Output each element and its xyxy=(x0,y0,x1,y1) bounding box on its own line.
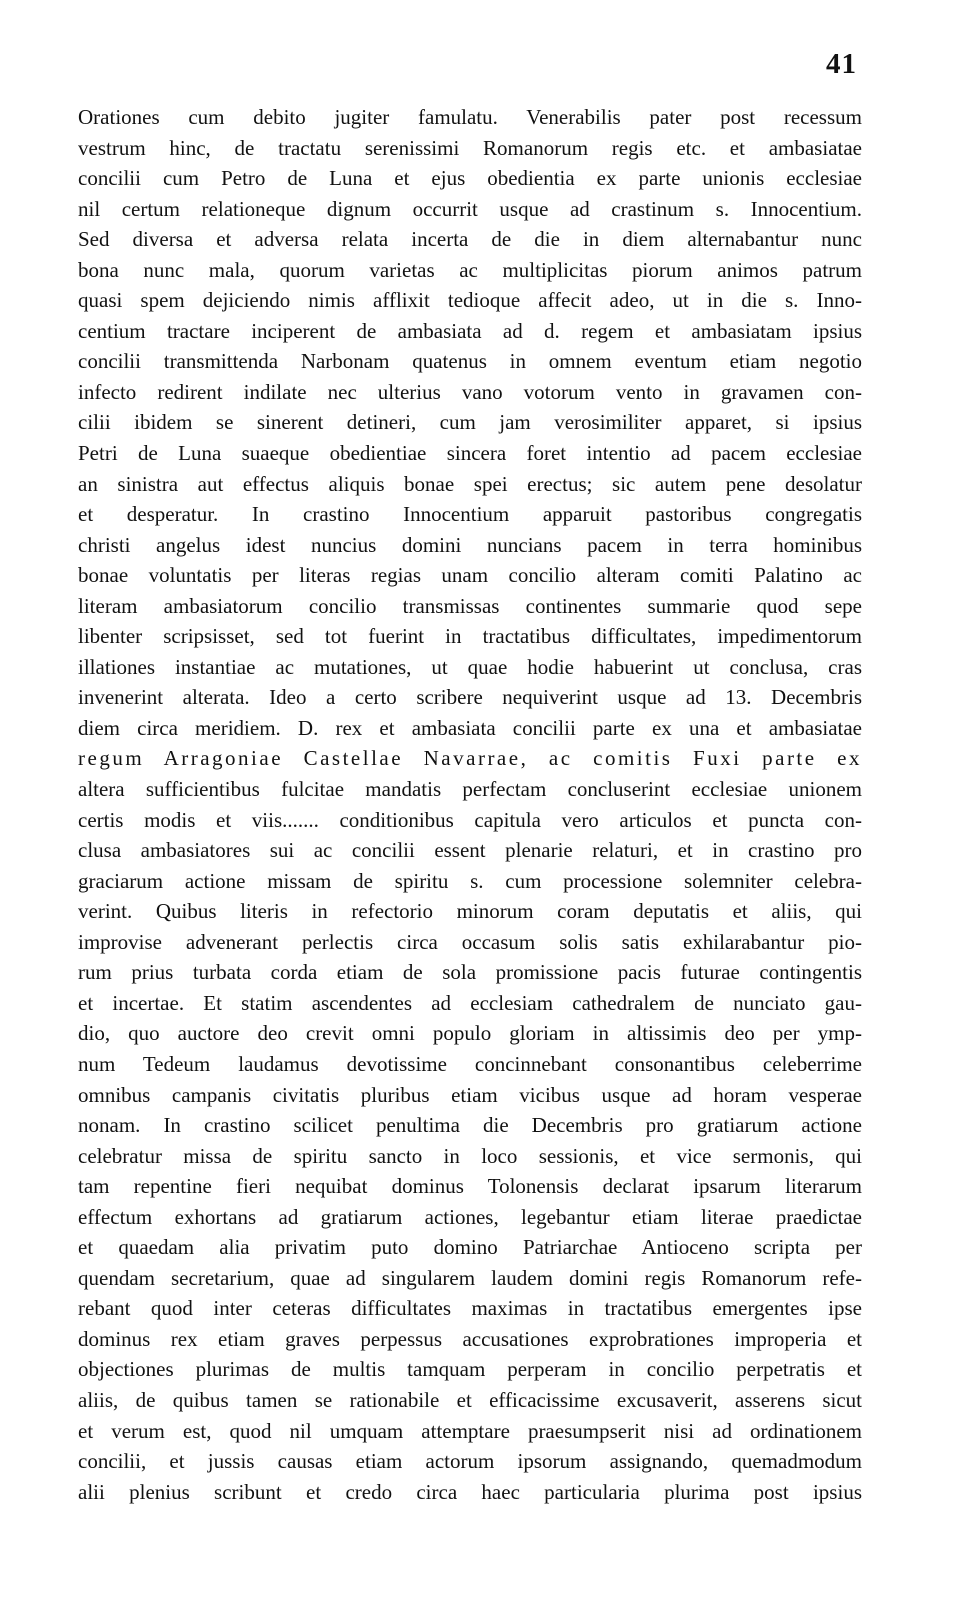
text-line: num Tedeum laudamus devotissime concinnebant consonantibus celeberrime xyxy=(78,1051,862,1076)
text-line: concilii transmittenda Narbonam quatenus in omnem eventum etiam negotio xyxy=(78,349,862,374)
text-line: centium tractare inciperent de ambasiata ad d. regem et ambasiatam ipsius xyxy=(78,318,862,343)
text-line: libenter scripsisset, sed tot fuerint in tractatibus difficultates, impedimentorum xyxy=(78,624,862,649)
text-line: invenerint alterata. Ideo a certo scribere nequiverint usque ad 13. Decembris xyxy=(78,685,862,710)
text-line: concilii cum Petro de Luna et ejus obedientia ex parte unionis ecclesiae xyxy=(78,166,862,191)
text-line: bona nunc mala, quorum varietas ac multiplicitas piorum animos patrum xyxy=(78,257,862,282)
text-line: certis modis et viis....... conditionibus capitula vero articulos et puncta con- xyxy=(78,807,862,832)
text-line: dio, quo auctore deo crevit omni populo gloriam in altissimis deo per ymp- xyxy=(78,1021,862,1046)
text-line: et desperatur. In crastino Innocentium apparuit pastoribus congregatis xyxy=(78,502,862,527)
text-line: vestrum hinc, de tractatu serenissimi Romanorum regis etc. et ambasiatae xyxy=(78,135,862,160)
text-line: celebratur missa de spiritu sancto in loco sessionis, et vice sermonis, qui xyxy=(78,1143,862,1168)
text-line: clusa ambasiatores sui ac concilii essent plenarie relaturi, et in crastino pro xyxy=(78,838,862,863)
text-line: christi angelus idest nuncius domini nuncians pacem in terra hominibus xyxy=(78,532,862,557)
text-line: alii plenius scribunt et credo circa haec particularia plurima post ipsius xyxy=(78,1479,862,1504)
text-line: tam repentine fieri nequibat dominus Tolonensis declarat ipsarum literarum xyxy=(78,1174,862,1199)
text-line: altera sufficientibus fulcitae mandatis perfectam concluserint ecclesiae unionem xyxy=(78,777,862,802)
text-line: rum prius turbata corda etiam de sola promissione pacis futurae contingentis xyxy=(78,960,862,985)
text-line: Orationes cum debito jugiter famulatu. Venerabilis pater post recessum xyxy=(78,105,862,129)
text-line: literam ambasiatorum concilio transmissas continentes summarie quod sepe xyxy=(78,593,862,618)
text-line: et verum est, quod nil umquam attemptare praesumpserit nisi ad ordinationem xyxy=(78,1418,862,1443)
text-line: cilii ibidem se sinerent detineri, cum jam verosimiliter apparet, si ipsius xyxy=(78,410,862,435)
body-text xyxy=(78,102,862,1507)
text-line: quendam secretarium, quae ad singularem laudem domini regis Romanorum refe- xyxy=(78,1265,862,1290)
text-line: graciarum actione missam de spiritu s. cum processione solemniter celebra- xyxy=(78,868,862,893)
text-line: objectiones plurimas de multis tamquam perperam in concilio perpetratis et xyxy=(78,1357,862,1382)
text-line: et quaedam alia privatim puto domino Patriarchae Antioceno scripta per xyxy=(78,1235,862,1260)
text-line: verint. Quibus literis in refectorio minorum coram deputatis et aliis, qui xyxy=(78,899,862,924)
text-line: Petri de Luna suaeque obedientiae sincera foret intentio ad pacem ecclesiae xyxy=(78,441,862,466)
text-line: dominus rex etiam graves perpessus accusationes exprobrationes improperia et xyxy=(78,1326,862,1351)
text-line: concilii, et jussis causas etiam actorum ipsorum assignando, quemadmodum xyxy=(78,1449,862,1474)
text-line: bonae voluntatis per literas regias unam concilio alteram comiti Palatino ac xyxy=(78,563,862,588)
text-line: an sinistra aut effectus aliquis bonae spei erectus; sic autem pene desolatur xyxy=(78,471,862,496)
text-line: improvise advenerant perlectis circa occasum solis satis exhilarabantur pio- xyxy=(78,929,862,954)
text-line: regum Arragoniae Castellae Navarrae, ac comitis Fuxi parte ex xyxy=(78,746,862,771)
text-line: diem circa meridiem. D. rex et ambasiata concilii parte ex una et ambasiatae xyxy=(78,715,862,740)
text-line: rebant quod inter ceteras difficultates maximas in tractatibus emergentes ipse xyxy=(78,1296,862,1321)
text-line: effectum exhortans ad gratiarum actiones, legebantur etiam literae praedictae xyxy=(78,1204,862,1229)
page-number: 41 xyxy=(826,48,857,80)
text-line: aliis, de quibus tamen se rationabile et efficacissime excusaverit, asserens sicut xyxy=(78,1387,862,1412)
text-line: nonam. In crastino scilicet penultima die Decembris pro gratiarum actione xyxy=(78,1113,862,1138)
text-line: infecto redirent indilate nec ulterius vano votorum vento in gravamen con- xyxy=(78,379,862,404)
text-line: et incertae. Et statim ascendentes ad ecclesiam cathedralem de nunciato gau- xyxy=(78,990,862,1015)
text-line: illationes instantiae ac mutationes, ut quae hodie habuerint ut conclusa, cras xyxy=(78,654,862,679)
text-line: nil certum relationeque dignum occurrit usque ad crastinum s. Innocentium. xyxy=(78,196,862,221)
text-line: quasi spem dejiciendo nimis afflixit tedioque affecit adeo, ut in die s. Inno- xyxy=(78,288,862,313)
text-line: omnibus campanis civitatis pluribus etiam vicibus usque ad horam vesperae xyxy=(78,1082,862,1107)
text-line: Sed diversa et adversa relata incerta de die in diem alternabantur nunc xyxy=(78,227,862,252)
